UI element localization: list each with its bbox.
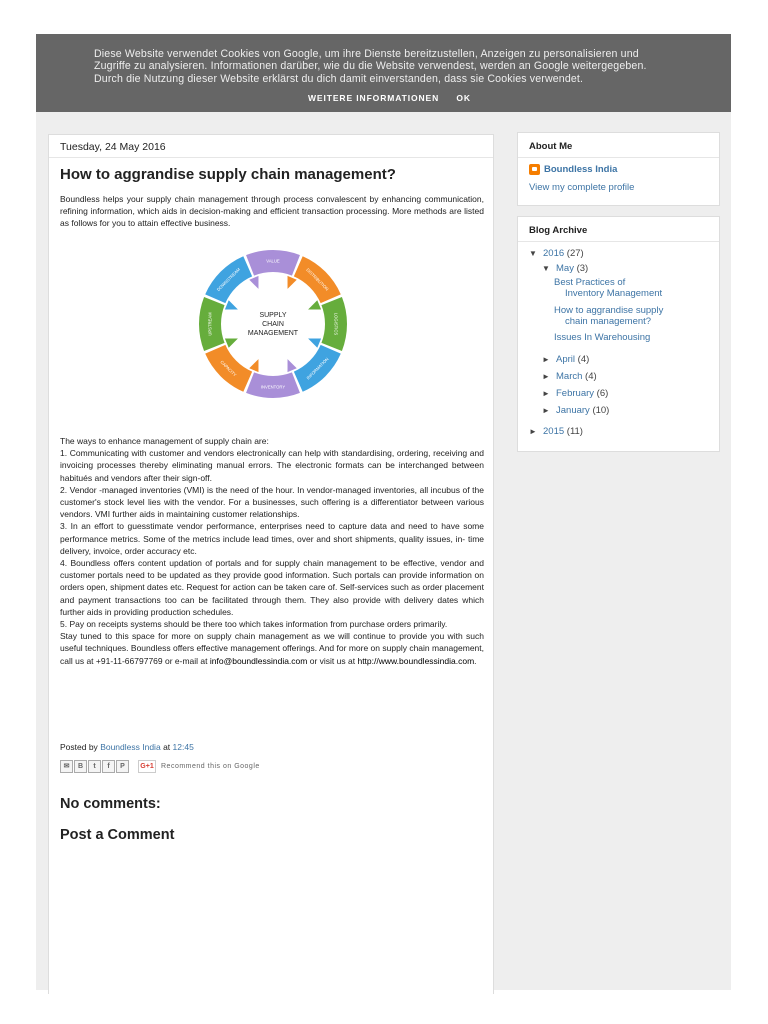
share-buttons [60,759,260,773]
diagram-segment-label: LOGISTICS [333,312,339,336]
post-closing-paragraph [60,630,484,667]
diagram-arrow [249,359,258,372]
archive-post-title-line-1[interactable]: How to aggrandise supply [554,305,664,316]
collapsed-triangle-icon[interactable]: ► [542,406,550,415]
at-label: at [163,742,171,752]
diagram-segment-label: CAPACITY [219,359,238,378]
comments-heading: No comments: [60,796,161,812]
archive-month-label[interactable]: April [556,354,576,365]
archive-count: (11) [566,426,583,437]
archive-post-title-line-1[interactable]: Best Practices of [554,277,626,288]
diagram-arrow [225,300,238,309]
facebook-share-icon[interactable]: f [102,760,115,773]
archive-count: (3) [576,263,589,274]
diagram-segment-label: DOWNSTREAM [215,266,242,293]
view-profile-link[interactable]: View my complete profile [529,182,635,193]
cookie-banner [36,34,731,112]
diagram-segment-label: UPSTREAM [207,312,213,336]
post-paragraph: 3. In an effort to guesstimate vendor performance, enterprises need to capture data and need to have some performance metrics. Some of the metrics include lead times, over and short shipments, quality issues, in- time delivery, invoice, order accuracy etc. [60,521,484,556]
archive-post-title-line-1[interactable]: Issues In Warehousing [554,332,651,343]
recommend-label: Recommend this on Google [161,762,260,770]
supply-chain-diagram [191,248,355,401]
expanded-triangle-icon[interactable]: ▼ [529,249,537,258]
profile-name[interactable]: Boundless India [544,164,618,175]
cookie-notice-text [94,48,694,85]
pinterest-share-icon[interactable]: P [116,760,129,773]
main-post-column [48,134,494,994]
author-link[interactable]: Boundless India [100,742,161,752]
email-share-icon[interactable]: ✉ [60,760,73,773]
email-link[interactable]: info@boundlessindia.com [209,655,308,666]
post-time-link[interactable]: 12:45 [172,742,194,752]
diagram-segment-label: DISTRIBUTION [305,267,330,292]
gplus-button[interactable]: G+1 [138,760,156,773]
diagram-arrow [225,339,238,348]
archive-year-label[interactable]: 2016 [543,248,565,259]
archive-month-may[interactable] [542,263,588,274]
archive-month-label[interactable]: February [556,388,595,399]
diagram-center-line-2: CHAIN [262,321,284,328]
diagram-arrow [308,339,321,348]
archive-count: (4) [577,354,590,365]
cookie-actions [308,93,471,103]
post-intro: Boundless helps your supply chain management through process convalescent by enhancing communication, refining information, which aids in decision-making and efficient transaction processing. More methods are listed as follows for you to attain effective business. [60,194,484,229]
about-me-title: About Me [529,141,573,152]
post-comment-heading: Post a Comment [60,827,175,843]
closing-end: . [474,655,477,666]
more-info-link[interactable]: WEITERE INFORMATIONEN [308,93,440,103]
post-paragraph: 2. Vendor -managed inventories (VMI) is the need of the hour. In vendor-managed inventories, all incubus of the customer's stock level lies with the vendor. For a businesses, such offering is a differentiator between various vendors. VMI further aids in maintaining customer relationships. [60,484,484,520]
closing-mid-text: or visit us at [309,655,356,666]
archive-month-label[interactable]: March [556,371,583,382]
date-divider [49,157,493,158]
blogthis-share-icon[interactable]: B [74,760,87,773]
blog-archive-title: Blog Archive [529,225,588,236]
post-paragraph: 4. Boundless offers content updation of portals and for supply chain management to be effective, vendor and customer portals need to be updated as they provide good information. Such portals can provide information on orders open, shipment dates etc. Request for action can be taken care of. Self-services such as order placement and payment transactions too can be facilitated through them. They also provide with delivery dates which further aids in providing production schedules. [60,558,484,617]
archive-month-january[interactable] [542,405,609,416]
archive-month-february[interactable] [542,388,608,399]
collapsed-triangle-icon[interactable]: ► [542,372,550,381]
blog-archive-widget [517,216,720,452]
archive-year-2015[interactable] [529,426,583,437]
diagram-segment-label: INFORMATION [305,356,330,381]
diagram-arrow [288,359,297,372]
collapsed-triangle-icon[interactable]: ► [529,427,537,436]
diagram-arrow [288,276,297,289]
archive-post-link[interactable] [554,277,704,299]
archive-post-title-line-2[interactable]: Inventory Management [565,288,663,299]
widget-divider [518,157,719,158]
post-paragraph: 5. Pay on receipts systems should be there too which takes information from purchase orders primarily. [60,619,448,630]
posted-by-label: Posted by [60,742,98,752]
post-paragraph: The ways to enhance management of supply chain are: [60,436,269,446]
post-body [60,435,484,667]
diagram-center-line-3: MANAGEMENT [247,330,299,337]
diagram-arrow [249,276,258,289]
diagram-segment-label: INVENTORY [260,384,286,390]
archive-month-label[interactable]: May [556,263,574,274]
archive-count: (4) [585,371,597,382]
archive-count: (6) [596,388,609,399]
profile-name-link[interactable] [529,164,617,175]
archive-count: (27) [566,248,584,259]
diagram-segment-label: VALUE [266,258,280,264]
blogger-icon [529,164,540,175]
archive-month-label[interactable]: January [556,405,590,416]
diagram-center-line-1: SUPPLY [259,312,287,319]
cookie-line-1: Diese Website verwendet Cookies von Google, um ihre Dienste bereitzustellen, Anzeigen zu personalisieren und [94,48,639,60]
about-me-widget [517,132,720,206]
closing-text: Stay tuned to this space for more on supply chain management as we will continue to provide you with such useful techniques. Boundless offers effective management offerings. And for more on supply chain management, call us at +91-11-66797769 or e-mail at [60,631,484,666]
post-footer [60,742,194,752]
cookie-ok-button[interactable]: OK [456,93,471,103]
archive-count: (10) [592,405,610,416]
collapsed-triangle-icon[interactable]: ► [542,389,550,398]
archive-post-link[interactable] [554,332,704,343]
website-link[interactable]: http://www.boundlessindia.com [357,655,475,666]
cookie-line-3: Durch die Nutzung dieser Website erklärst du dich damit einverstanden, dass sie Cookies verwendet. [94,72,584,85]
archive-year-label[interactable]: 2015 [543,426,565,437]
cookie-line-2: Zugriffe zu analysieren. Informationen darüber, wie du die Website verwendest, werden an Google weitergegeben. [94,60,647,73]
collapsed-triangle-icon[interactable]: ► [542,355,550,364]
archive-post-title-line-2[interactable]: chain management? [565,316,652,327]
archive-post-link[interactable] [554,305,704,327]
archive-year-2016[interactable] [529,248,584,259]
post-date: Tuesday, 24 May 2016 [60,141,166,153]
widget-divider [518,241,719,242]
twitter-share-icon[interactable]: t [88,760,101,773]
post-title[interactable]: How to aggrandise supply chain management? [60,166,396,183]
expanded-triangle-icon[interactable]: ▼ [542,264,550,273]
archive-month-april[interactable] [542,354,589,365]
post-paragraph: 1. Communicating with customer and vendors electronically can help with standardising, ordering, receiving and invoicing processes thereby eliminating manual errors. The electronic formats can be interchanged between habitués and vendors after their sign-off. [60,448,484,483]
archive-month-march[interactable] [542,371,597,382]
diagram-arrow [308,300,321,309]
